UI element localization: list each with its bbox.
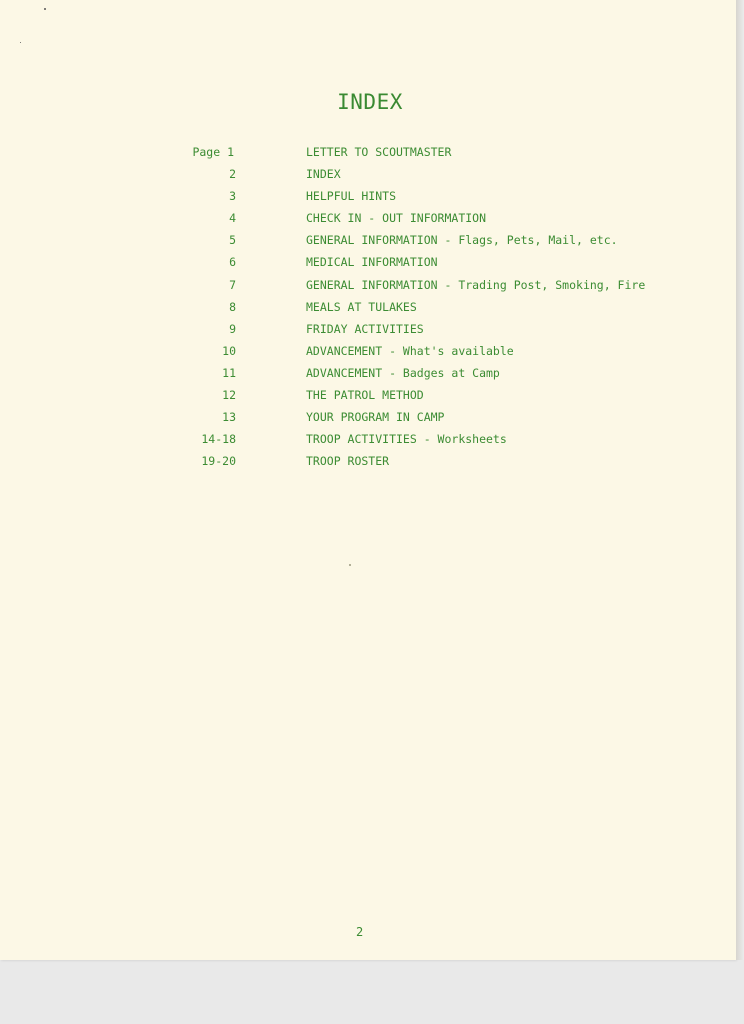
entry-page-number: 4 [229,211,236,226]
list-item [0,319,736,341]
table-of-contents [0,142,736,473]
entry-page-number: 9 [229,321,236,336]
entry-title: TROOP ACTIVITIES - Worksheets [306,432,507,447]
list-item [0,230,736,252]
list-item [0,385,736,407]
list-item [0,407,736,429]
list-item [0,297,736,319]
entry-title: MEDICAL INFORMATION [306,255,438,270]
entry-page-number: 12 [222,388,236,403]
list-item [0,341,736,363]
list-item [0,363,736,385]
entry-page-number: 19-20 [201,454,236,469]
entry-title: LETTER TO SCOUTMASTER [306,145,452,159]
entry-page-number: 10 [222,343,236,358]
entry-page-number: 2 [229,167,236,182]
entry-page-number: Page 1 [192,145,234,159]
list-item [0,275,736,297]
entry-title: CHECK IN - OUT INFORMATION [306,211,487,226]
list-item [0,451,736,473]
entry-page-number: 11 [222,365,236,380]
list-item [0,429,736,451]
entry-page-number: 13 [222,410,236,425]
entry-title: YOUR PROGRAM IN CAMP [306,410,445,425]
entry-title: HELPFUL HINTS [306,189,397,204]
list-item [0,186,736,208]
entry-title: ADVANCEMENT - What's available [306,343,514,358]
list-item [0,252,736,274]
entry-title: THE PATROL METHOD [306,388,424,403]
entry-page-number: 6 [229,255,236,270]
paper-speck [349,564,351,566]
list-item [0,208,736,230]
entry-title: ADVANCEMENT - Badges at Camp [306,365,500,380]
entry-page-number: 5 [229,233,236,248]
page-title: INDEX [337,90,403,114]
entry-page-number: 8 [229,299,236,314]
entry-title: GENERAL INFORMATION - Trading Post, Smoking, Fire [306,277,646,292]
page-edge-shadow [736,0,744,960]
entry-page-number: 7 [229,277,236,292]
paper-speck [44,8,46,10]
entry-title: INDEX [306,167,341,182]
entry-page-number: 3 [229,189,236,204]
list-item [0,164,736,186]
page-number: 2 [356,925,364,939]
entry-title: TROOP ROSTER [306,454,390,469]
entry-page-number: 14-18 [201,432,236,447]
entry-title: FRIDAY ACTIVITIES [306,321,424,336]
paper-speck [20,42,21,43]
entry-title: MEALS AT TULAKES [306,299,417,314]
entry-title: GENERAL INFORMATION - Flags, Pets, Mail, etc. [306,233,618,248]
list-item [0,142,736,164]
